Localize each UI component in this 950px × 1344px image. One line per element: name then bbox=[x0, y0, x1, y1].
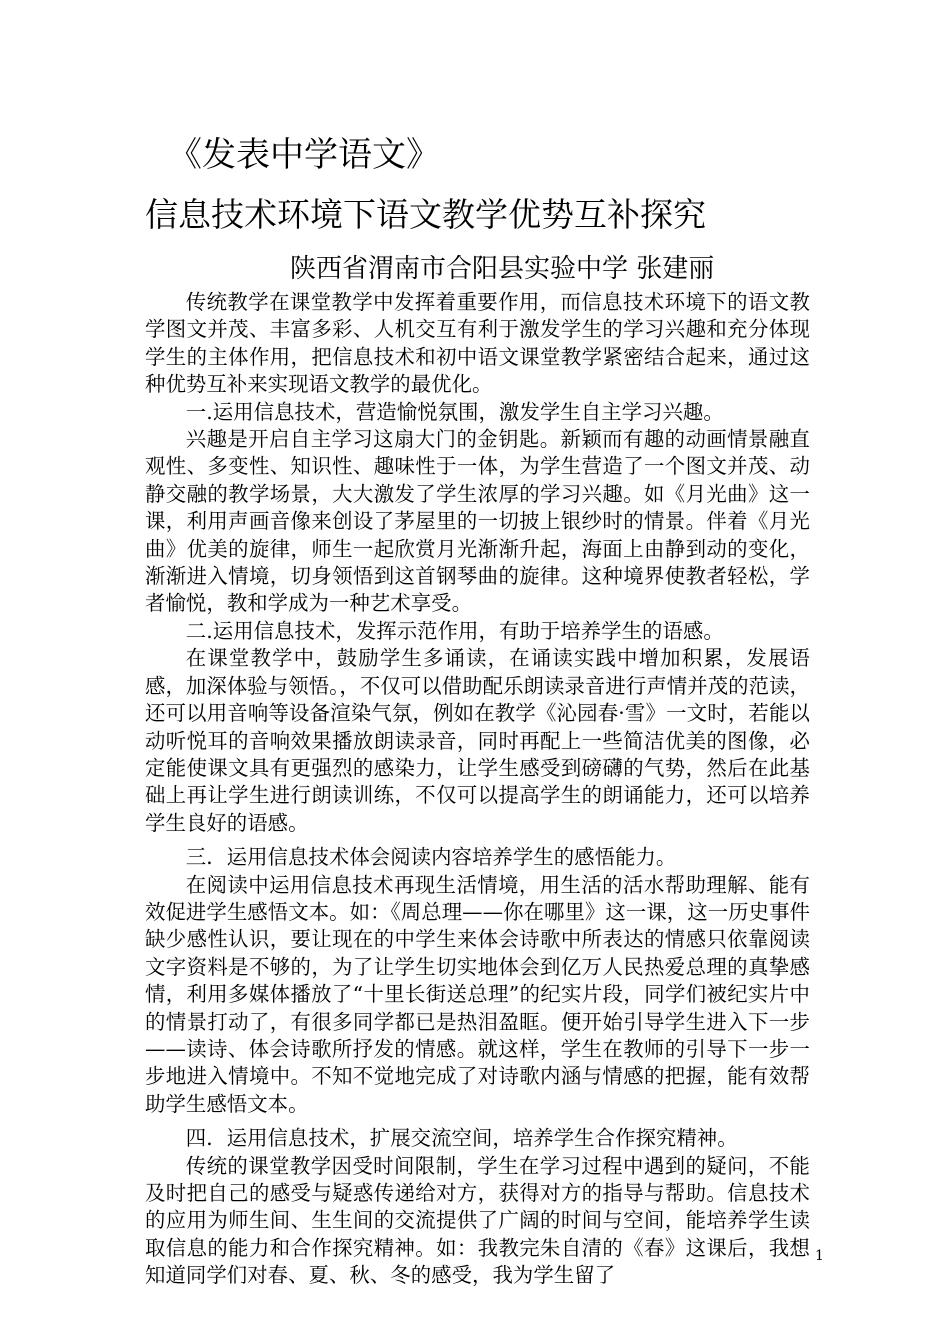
page-title: 信息技术环境下语文教学优势互补探究 bbox=[145, 195, 706, 234]
paragraph-intro: 传统教学在课堂教学中发挥着重要作用，而信息技术环境下的语文教学图文并茂、丰富多彩、人机交互有利于激发学生的学习兴趣和充分体现学生的主体作用，把信息技术和初中语文课堂教学紧密结合起来，通过这种优势互补来实现语文教学的最优化。 bbox=[145, 290, 810, 397]
page-number: 1 bbox=[815, 1248, 824, 1264]
section-heading-2: 二.运用信息技术，发挥示范作用，有助于培养学生的语感。 bbox=[185, 618, 724, 643]
paragraph-section-1: 兴趣是开启自主学习这扇大门的金钥匙。新颖而有趣的动画情景融直观性、多变性、知识性、趣味性于一体，为学生营造了一个图文并茂、动静交融的教学场景，大大激发了学生浓厚的学习兴趣。如《月光曲》这一课，利用声画音像来创设了茅屋里的一切披上银纱时的情景。伴着《月光曲》优美的旋律，师生一起欣赏月光渐渐升起，海面上由静到动的变化，渐渐进入情境，切身领悟到这首钢琴曲的旋律。这种境界使教者轻松，学者愉悦，教和学成为一种艺术享受。 bbox=[145, 427, 810, 616]
paragraph-section-4: 传统的课堂教学因受时间限制，学生在学习过程中遇到的疑问，不能及时把自己的感受与疑惑传递给对方，获得对方的指导与帮助。信息技术的应用为师生间、生生间的交流提供了广阔的时间与空间，能培养学生读取信息的能力和合作探究精神。如：我教完朱自清的《春》这课后，我想知道同学们对春、夏、秋、冬的感受，我为学生留了 bbox=[145, 1153, 810, 1288]
section-heading-1: 一.运用信息技术，营造愉悦氛围，激发学生自主学习兴趣。 bbox=[185, 399, 724, 424]
section-heading-4: 四．运用信息技术，扩展交流空间，培养学生合作探究精神。 bbox=[185, 1126, 738, 1151]
section-heading-3: 三．运用信息技术体会阅读内容培养学生的感悟能力。 bbox=[185, 845, 677, 870]
paragraph-section-2: 在课堂教学中，鼓励学生多诵读，在诵读实践中增加积累，发展语感，加深体验与领悟。，不仅可以借助配乐朗读录音进行声情并茂的范读，还可以用音响等设备渲染气氛，例如在教学《沁园春·雪》一文时，若能以动听悦耳的音响效果播放朗读录音，同时再配上一些简洁优美的图像，必定能使课文具有更强烈的感染力，让学生感受到磅礴的气势，然后在此基础上再让学生进行朗读训练，不仅可以提高学生的朗诵能力，还可以培养学生良好的语感。 bbox=[145, 646, 810, 835]
publication-header: 《发表中学语文》 bbox=[168, 135, 440, 175]
article-body bbox=[145, 289, 810, 1290]
author-line: 陕西省渭南市合阳县实验中学 张建丽 bbox=[290, 254, 715, 284]
paragraph-section-3: 在阅读中运用信息技术再现生活情境，用生活的活水帮助理解、能有效促进学生感悟文本。如：《周总理——你在哪里》这一课，这一历史事件缺少感性认识，要让现在的中学生来体会诗歌中所表达的情感只依靠阅读文字资料是不够的，为了让学生切实地体会到亿万人民热爱总理的真挚感情，利用多媒体播放了“十里长街送总理”的纪实片段，同学们被纪实片中的情景打动了，有很多同学都已是热泪盈眶。便开始引导学生进入下一步——读诗、体会诗歌所抒发的情感。就这样，学生在教师的引导下一步一步地进入情境中。不知不觉地完成了对诗歌内涵与情感的把握，能有效帮助学生感悟文本。 bbox=[145, 872, 810, 1116]
